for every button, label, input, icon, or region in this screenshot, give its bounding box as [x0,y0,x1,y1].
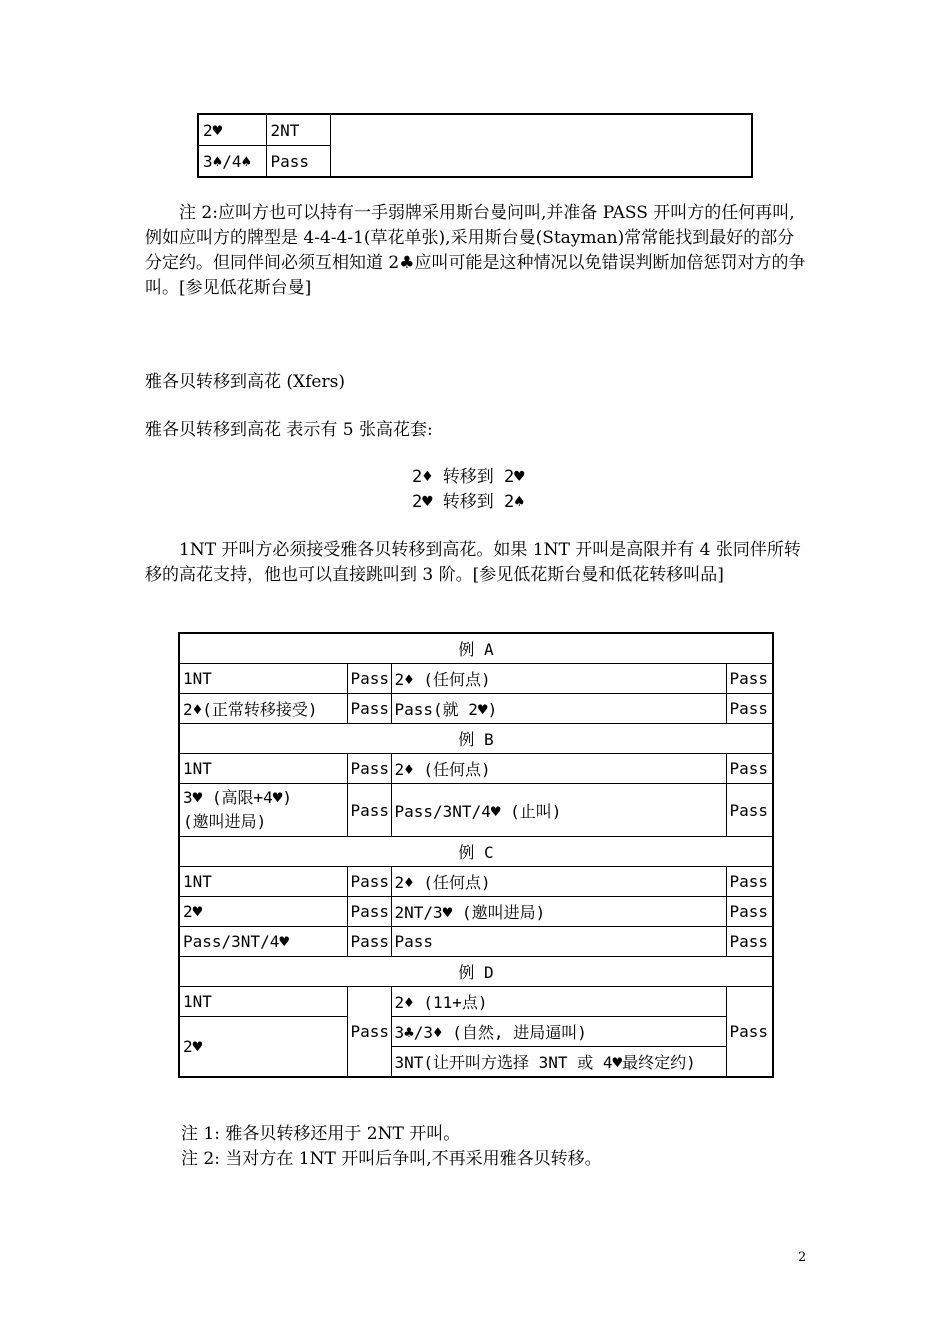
table-row [198,114,752,146]
note-2-paragraph: 注 2:应叫方也可以持有一手弱牌采用斯台曼问叫,并准备 PASS 开叫方的任何再叫,例如应叫方的牌型是 4-4-4-1(草花单张),采用斯台曼(Stayman)常常能找到最好的部分分定约。但同伴间必须互相知道 2♣应叫可能是这种情况以免错误判断加倍惩罚对方的争叫。[参见低花斯台曼] [145,203,806,298]
transfer-line: 2♥ 转移到 2♠ [412,492,525,512]
table-cell: 2♥ [179,897,347,927]
table-cell: Pass [726,867,773,897]
table-row [179,694,773,724]
table-row [179,633,773,664]
table-cell: 1NT [179,664,347,694]
table-cell: Pass [347,694,391,724]
table-row [179,957,773,987]
table-cell: Pass [347,754,391,784]
table-cell: Pass/3NT/4♥ (止叫) [391,784,726,837]
table-cell: Pass [391,927,726,957]
table-cell: 3♣/3♦ (自然, 进局逼叫) [391,1017,726,1047]
table-cell: 2♦ (任何点) [391,754,726,784]
table-row [179,897,773,927]
table-cell: Pass [726,784,773,837]
table-row [179,987,773,1017]
table-cell: Pass [726,897,773,927]
table-cell: 1NT [179,987,347,1017]
table-cell: Pass [347,927,391,957]
table-cell: 2♥ [198,114,266,146]
table-cell: 2NT/3♥ (邀叫进局) [391,897,726,927]
example-d-title: 例 D [179,957,773,987]
transfer-line: 2♦ 转移到 2♥ [412,467,525,487]
example-c-title: 例 C [179,837,773,867]
table-cell: 2♦ (任何点) [391,867,726,897]
table-row [179,1017,773,1047]
section-intro: 雅各贝转移到高花 表示有 5 张高花套: [145,420,433,440]
bottom-note-1: 注 1: 雅各贝转移还用于 2NT 开叫。 [181,1124,461,1144]
page-number: 2 [798,1250,807,1265]
table-cell: Pass [726,664,773,694]
table-cell: 1NT [179,867,347,897]
table-row [179,867,773,897]
table-cell: Pass [347,664,391,694]
table-row [179,724,773,754]
table-cell: Pass [347,867,391,897]
table-cell [330,114,752,177]
example-a-title: 例 A [179,633,773,664]
table-cell: Pass [726,754,773,784]
example-b-title: 例 B [179,724,773,754]
table-cell: 1NT [179,754,347,784]
bottom-note-2: 注 2: 当对方在 1NT 开叫后争叫,不再采用雅各贝转移。 [181,1149,602,1169]
table-row [179,754,773,784]
section-title: 雅各贝转移到高花 (Xfers) [145,372,345,392]
table-cell: 2♦ (任何点) [391,664,726,694]
table-cell: 3NT(让开叫方选择 3NT 或 4♥最终定约) [391,1047,726,1078]
table-row [179,784,773,837]
transfer-paragraph: 1NT 开叫方必须接受雅各贝转移到高花。如果 1NT 开叫是高限并有 4 张同伴所转移的高花支持，他也可以直接跳叫到 3 阶。[参见低花斯台曼和低花转移叫品] [145,540,801,585]
examples-table [178,632,774,1078]
table-cell: Pass/3NT/4♥ [179,927,347,957]
table-cell: 2NT [266,114,330,146]
table-cell: 2♦(正常转移接受) [179,694,347,724]
table-cell: 2♥ [179,1017,347,1078]
table-cell: Pass [347,784,391,837]
table-row [179,837,773,867]
table-cell: Pass(就 2♥) [391,694,726,724]
table-cell: Pass [726,987,773,1078]
table-row [179,927,773,957]
table-cell: 3♥ (高限+4♥) (邀叫进局) [179,784,347,837]
table-cell: Pass [347,897,391,927]
table-cell: Pass [726,927,773,957]
table-cell: Pass [266,146,330,178]
table-row [179,664,773,694]
table-cell: 2♦ (11+点) [391,987,726,1017]
table-cell: 3♠/4♠ [198,146,266,178]
table-cell: Pass [726,694,773,724]
table-cell: Pass [347,987,391,1078]
bidding-table-top [197,113,753,178]
